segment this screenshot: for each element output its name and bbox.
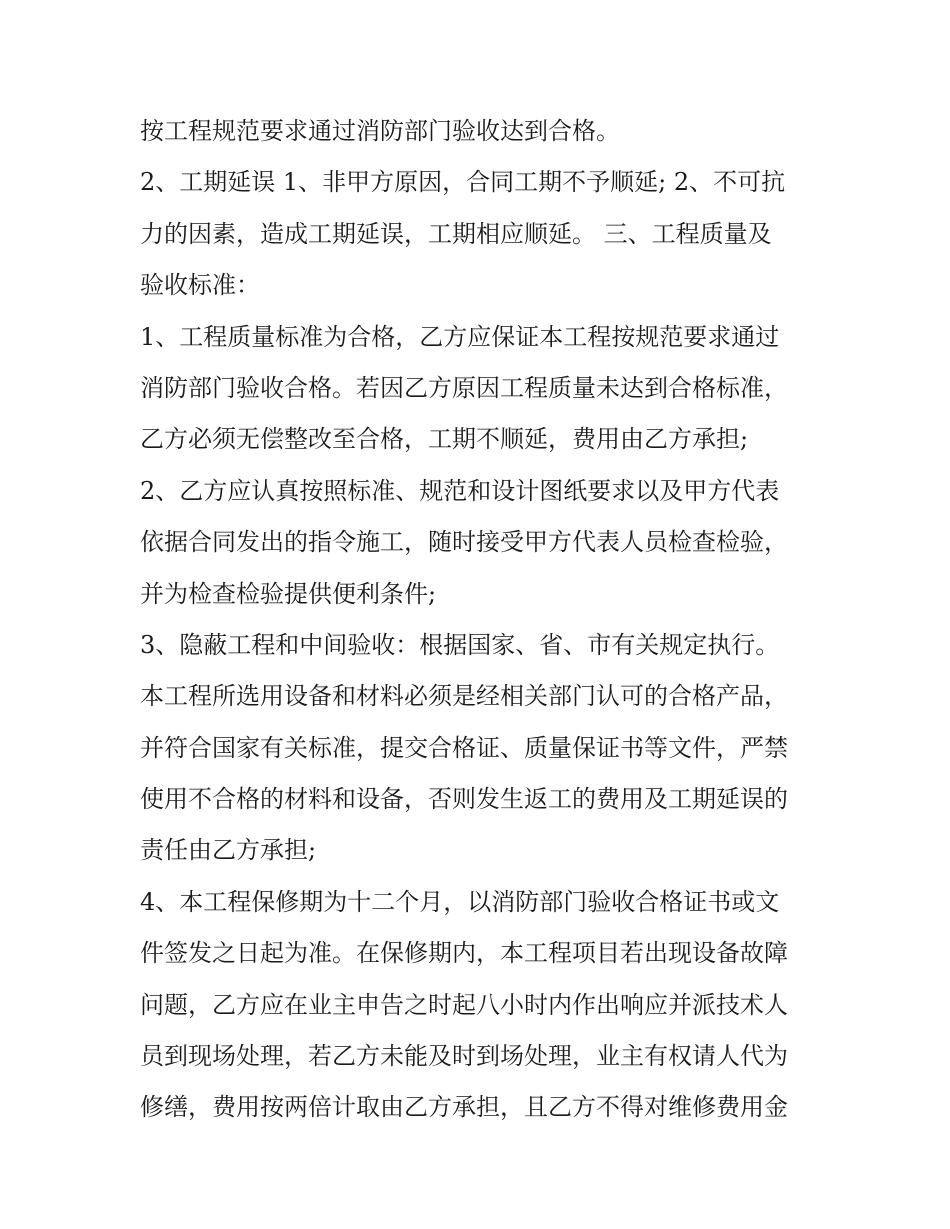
text-line: 责任由乙方承担;	[140, 836, 317, 865]
text-line: 3、隐蔽工程和中间验收：根据国家、省、市有关规定执行。	[140, 630, 780, 659]
text-line: 2、乙方应认真按照标准、规范和设计图纸要求以及甲方代表	[140, 476, 780, 505]
text-line: 依据合同发出的指令施工，随时接受甲方代表人员检查检验，	[140, 528, 788, 557]
text-line: 员到现场处理，若乙方未能及时到场处理，业主有权请人代为	[140, 1042, 788, 1071]
text-line: 1、工程质量标准为合格，乙方应保证本工程按规范要求通过	[140, 322, 780, 351]
text-line: 按工程规范要求通过消防部门验收达到合格。	[140, 117, 620, 145]
text-line: 本工程所选用设备和材料必须是经相关部门认可的合格产品，	[140, 682, 788, 711]
text-line: 4、本工程保修期为十二个月，以消防部门验收合格证书或文	[140, 887, 780, 916]
text-line: 验收标准：	[140, 271, 260, 300]
text-line: 问题，乙方应在业主申告之时起八小时内作出响应并派技术人	[140, 990, 788, 1019]
document-body	[140, 106, 830, 1134]
text-line: 乙方必须无偿整改至合格，工期不顺延，费用由乙方承担;	[140, 425, 749, 454]
text-line: 并符合国家有关标准，提交合格证、质量保证书等文件，严禁	[140, 733, 788, 762]
text-line: 力的因素，造成工期延误，工期相应顺延。 三、工程质量及	[140, 219, 772, 248]
text-line: 消防部门验收合格。若因乙方原因工程质量未达到合格标准，	[140, 373, 788, 402]
text-line: 修缮，费用按两倍计取由乙方承担，且乙方不得对维修费用金	[140, 1093, 788, 1122]
text-line: 件签发之日起为准。在保修期内，本工程项目若出现设备故障	[140, 939, 788, 968]
text-line: 使用不合格的材料和设备，否则发生返工的费用及工期延误的	[140, 785, 788, 814]
text-line: 2、工期延误 1、非甲方原因，合同工期不予顺延; 2、不可抗	[140, 168, 786, 197]
text-line: 并为检查检验提供便利条件;	[140, 579, 437, 608]
